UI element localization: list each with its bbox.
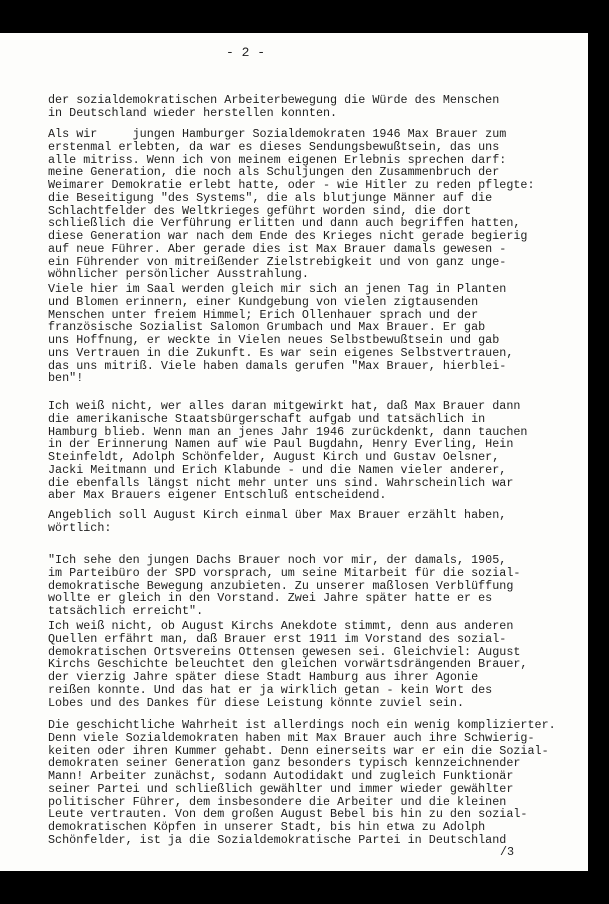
text-line: demokratischen Köpfen in unserer Stadt, bis hin etwa zu Adolph <box>48 820 486 834</box>
page-number: - 2 - <box>226 45 266 60</box>
text-line: die ebenfalls längst nicht mehr unter uns sind. Wahrscheinlich war <box>48 475 514 490</box>
text-line: Menschen unter freiem Himmel; Erich Ollenhauer sprach und der <box>48 307 479 322</box>
text-line: Quellen erfährt man, daß Brauer erst 1911 im Vorstand des sozial- <box>48 631 507 646</box>
text-line: Viele hier im Saal werden gleich mir sich an jenen Tag in Planten <box>48 282 507 296</box>
text-line: demokratischen Ortsvereins Ottensen gewesen sei. Gleichviel: August <box>48 644 521 659</box>
text-line: erstenmal erlebten, da war es dieses Sendungsbewußtsein, das uns <box>48 139 500 154</box>
paragraph <box>48 620 527 709</box>
text-line: seiner Partei und schließlich gewählter und immer wieder gewählter <box>48 781 514 796</box>
text-line: Als wir jungen Hamburger Sozialdemokraten 1946 Max Brauer zum <box>48 127 507 141</box>
text-line: der sozialdemokratischen Arbeiterbewegung die Würde des Menschen <box>48 93 500 107</box>
text-line: und Blomen erinnern, einer Kundgebung von vielen zigtausenden <box>48 294 479 309</box>
paragraph <box>48 283 513 385</box>
text-line: uns Vertrauen in die Zukunft. Es war sein eigenes Selbstvertrauen, <box>48 345 514 360</box>
text-line: Hamburg blieb. Wenn man an jenes Jahr 1946 zurückdenkt, dann tauchen <box>48 424 528 439</box>
text-line: französische Sozialist Salomon Grumbach und Max Brauer. Er gab <box>48 320 486 335</box>
text-line: im Parteibüro der SPD vorsprach, um seine Mitarbeit für die sozial- <box>48 565 521 580</box>
text-line: Angeblich soll August Kirch einmal über Max Brauer erzählt haben, <box>48 508 507 522</box>
text-line: Jacki Meitmann und Erich Klabunde - und die Namen vieler anderer, <box>48 462 507 477</box>
text-line: wöhnlicher persönlicher Ausstrahlung. <box>48 267 309 282</box>
paragraph <box>48 554 520 618</box>
text-line: tatsächlich erreicht". <box>48 604 204 618</box>
text-line: reißen konnte. Und das hat er ja wirklich getan - kein Wort des <box>48 682 493 697</box>
text-line: in der Erinnerung Namen auf wie Paul Bugdahn, Henry Everling, Hein <box>48 437 514 452</box>
text-line: die Beseitigung "des Systems", die als blutjunge Männer auf die <box>48 190 493 205</box>
text-line: uns Hoffnung, er weckte in Vielen neues Selbstbewußtsein und gab <box>48 333 500 347</box>
text-line: in Deutschland wieder herstellen konnten. <box>48 105 338 120</box>
paragraph <box>48 509 506 535</box>
text-line: das uns mitriß. Viele haben damals gerufen "Max Brauer, hierblei- <box>48 358 507 373</box>
text-line: diese Generation war nach dem Ende des Krieges nicht gerade begierig <box>48 229 528 243</box>
text-line: meine Generation, die noch als Schuljungen den Zusammenbruch der <box>48 165 500 180</box>
paragraph <box>48 94 499 120</box>
text-line: Ich weiß nicht, wer alles daran mitgewirkt hat, daß Max Brauer dann <box>48 399 521 413</box>
text-line: wörtlich: <box>48 520 112 535</box>
text-line: Ich weiß nicht, ob August Kirchs Anekdote stimmt, denn aus anderen <box>48 619 514 633</box>
continuation-marker: /3 <box>500 845 515 859</box>
text-line: Weimarer Demokratie erlebt hatte, oder - wie Hitler zu reden pflegte: <box>48 178 535 192</box>
paragraph <box>48 400 527 502</box>
text-line: alle mitriss. Wenn ich von meinem eigenen Erlebnis sprechen darf: <box>48 152 507 167</box>
text-line: keiten oder ihren Kummer gehabt. Denn einerseits war er ein die Sozial- <box>48 743 549 758</box>
text-line: Kirchs Geschichte beleuchtet den gleichen vorwärtsdrängenden Brauer, <box>48 657 528 672</box>
text-line: demokraten seiner Generation ganz besonders typisch kennzeichnender <box>48 756 521 771</box>
text-line: Lobes und des Dankes für diese Leistung könnte zuviel sein. <box>48 695 465 710</box>
text-line: aber Max Brauers eigener Entschluß entscheidend. <box>48 488 387 503</box>
text-line: Die geschichtliche Wahrheit ist allerdings noch ein wenig komplizierter. <box>48 718 556 732</box>
text-line: ben"! <box>48 371 84 386</box>
text-line: Leute vertrauten. Von dem großen August Bebel bis hin zu den sozial- <box>48 807 528 822</box>
text-line: Schlachtfelder des Weltkrieges geführt worden sind, die dort <box>48 203 472 218</box>
text-line: ein Führender von mitreißender Zielstrebigkeit und von ganz unge- <box>48 254 507 269</box>
text-line: politischer Führer, dem insbesondere die Arbeiter und die kleinen <box>48 794 507 809</box>
text-line: Schönfelder, ist ja die Sozialdemokratische Partei in Deutschland <box>48 832 507 847</box>
text-line: der vierzig Jahre später diese Stadt Hamburg aus ihrer Agonie <box>48 670 479 684</box>
text-line: die amerikanische Staatsbürgerschaft aufgab und tatsächlich in <box>48 411 486 426</box>
text-line: auf neue Führer. Aber gerade dies ist Max Brauer damals gewesen - <box>48 241 507 256</box>
paragraph <box>48 128 535 281</box>
text-line: "Ich sehe den jungen Dachs Brauer noch vor mir, der damals, 1905, <box>48 553 507 567</box>
text-line: wollte er gleich in den Vorstand. Zwei Jahre später hatte er es <box>48 591 493 606</box>
text-line: demokratische Bewegung anzubieten. Zu unserer maßlosen Verblüffung <box>48 578 514 593</box>
text-line: Mann! Arbeiter zunächst, sodann Autodidakt und zugleich Funktionär <box>48 769 514 783</box>
text-line: schließlich die Verführung erlitten und dann auch begriffen hatten, <box>48 216 521 231</box>
paragraph <box>48 719 556 847</box>
text-line: Steinfeldt, Adolph Schönfelder, August Kirch und Gustav Oelsner, <box>48 450 500 464</box>
text-line: Denn viele Sozialdemokraten haben mit Max Brauer auch ihre Schwierig- <box>48 730 535 745</box>
